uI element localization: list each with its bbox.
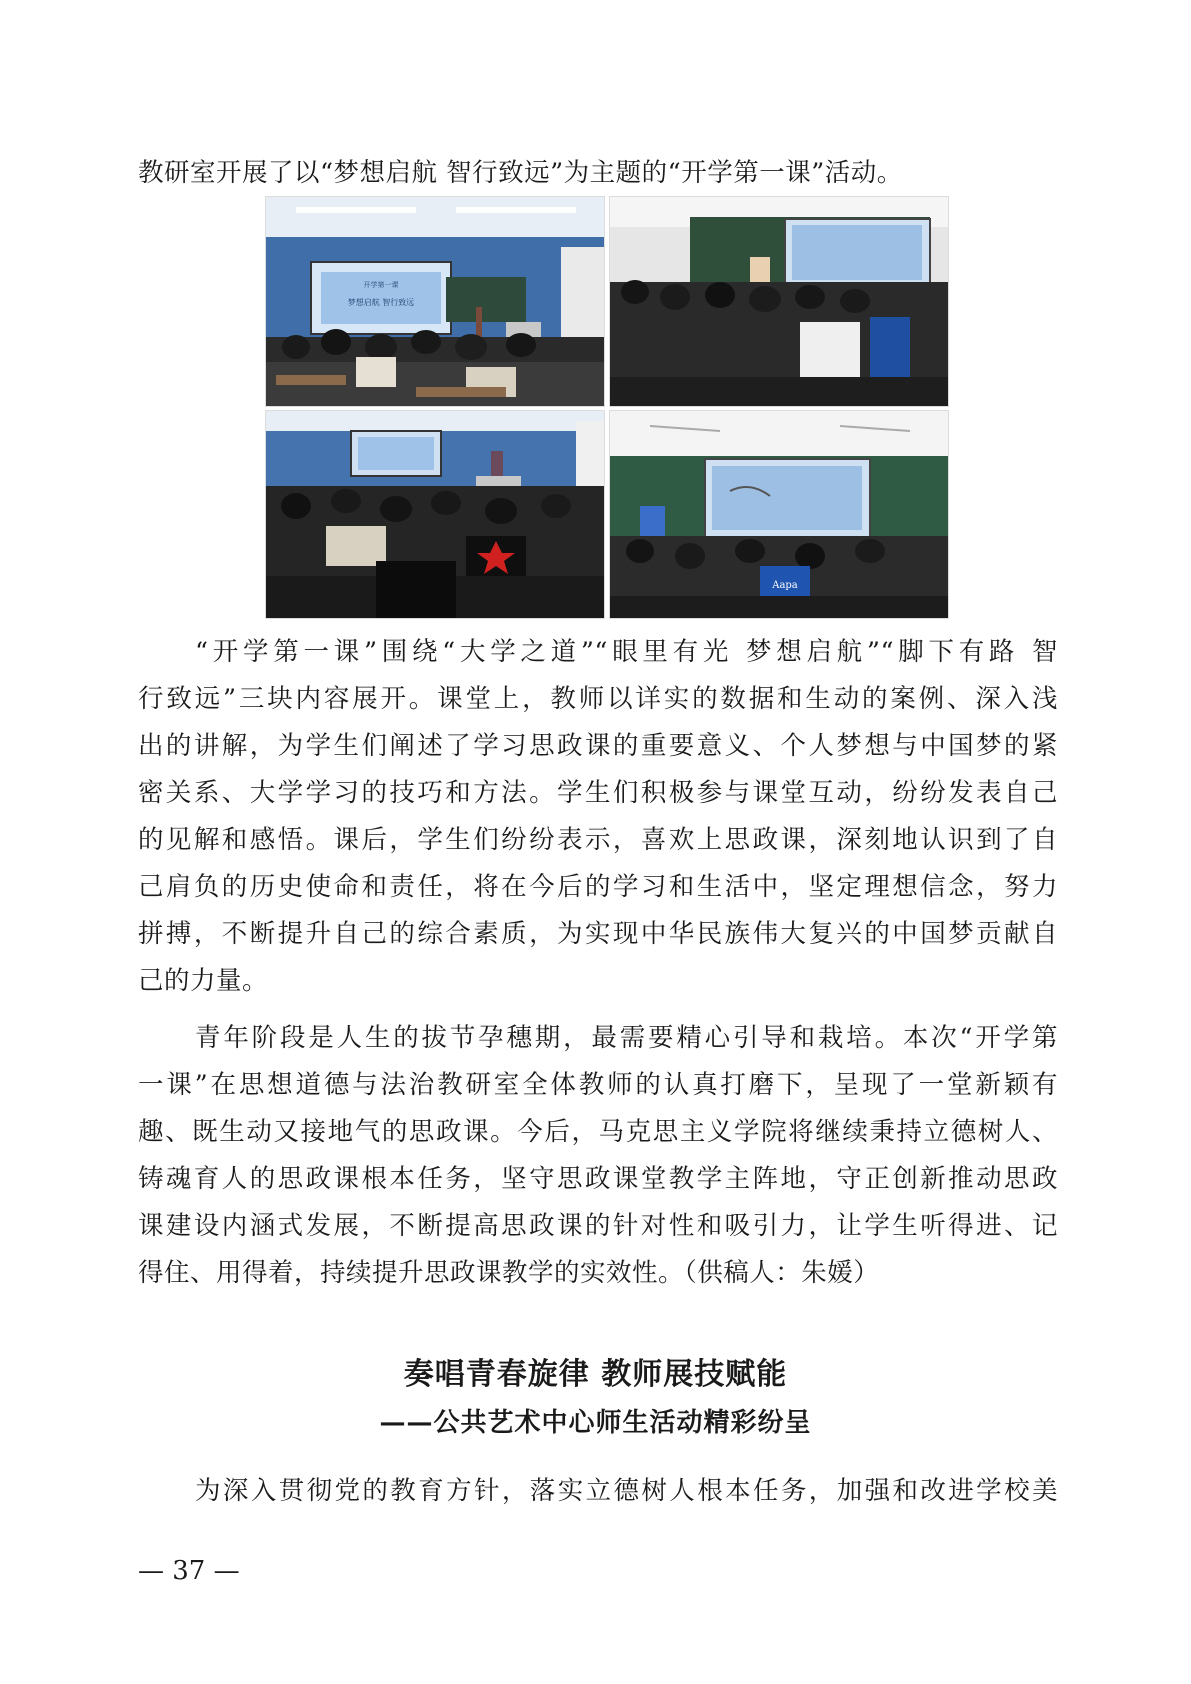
paragraph1-line-4: 密关系、大学学习的技巧和方法。学生们积极参与课堂互动，纷纷发表自己 xyxy=(138,778,1058,808)
classroom-photo-4 xyxy=(609,410,949,619)
paragraph2-line-1: 青年阶段是人生的拔节孕穗期，最需要精心引导和栽培。本次“开学第 xyxy=(195,1023,1058,1053)
section-title: 奏唱青春旋律 教师展技赋能 xyxy=(403,1357,788,1392)
slide-title-text: 开学第一课 xyxy=(363,281,399,289)
classroom-photo-3 xyxy=(265,410,605,619)
page-number: — 37 — xyxy=(138,1556,240,1586)
paragraph2-line-5: 课建设内涵式发展，不断提高思政课的针对性和吸引力，让学生听得进、记 xyxy=(138,1211,1058,1241)
photo-collage xyxy=(265,196,948,617)
classroom-photo-2 xyxy=(609,196,949,407)
shirt-text: Aapa xyxy=(772,580,798,591)
intro-line: 教研室开展了以“梦想启航 智行致远”为主题的“开学第一课”活动。 xyxy=(138,158,903,188)
paragraph1-line-7: 拼搏，不断提升自己的综合素质，为实现中华民族伟大复兴的中国梦贡献自 xyxy=(138,919,1058,949)
paragraph1-line-3: 出的讲解，为学生们阐述了学习思政课的重要意义、个人梦想与中国梦的紧 xyxy=(138,731,1058,761)
paragraph2-line-4: 铸魂育人的思政课根本任务，坚守思政课堂教学主阵地，守正创新推动思政 xyxy=(138,1164,1058,1194)
paragraph1-line-5: 的见解和感悟。课后，学生们纷纷表示，喜欢上思政课，深刻地认识到了自 xyxy=(138,825,1058,855)
paragraph2-line-6: 得住、用得着，持续提升思政课教学的实效性。（供稿人：朱媛） xyxy=(138,1258,880,1288)
paragraph1-line-8: 己的力量。 xyxy=(138,966,269,996)
section-subtitle: ——公共艺术中心师生活动精彩纷呈 xyxy=(379,1408,812,1438)
classroom-photo-1 xyxy=(265,196,605,407)
paragraph3-line-1: 为深入贯彻党的教育方针，落实立德树人根本任务，加强和改进学校美 xyxy=(195,1476,1058,1506)
paragraph1-line-2: 行致远”三块内容展开。课堂上，教师以详实的数据和生动的案例、深入浅 xyxy=(138,684,1058,714)
slide-subtitle-text: 梦想启航 智行致远 xyxy=(347,298,415,307)
paragraph1-line-1: “开学第一课”围绕“大学之道”“眼里有光 梦想启航”“脚下有路 智 xyxy=(195,637,1058,667)
paragraph2-line-2: 一课”在思想道德与法治教研室全体教师的认真打磨下，呈现了一堂新颖有 xyxy=(138,1070,1058,1100)
paragraph2-line-3: 趣、既生动又接地气的思政课。今后，马克思主义学院将继续秉持立德树人、 xyxy=(138,1117,1058,1147)
paragraph1-line-6: 己肩负的历史使命和责任，将在今后的学习和生活中，坚定理想信念，努力 xyxy=(138,872,1058,902)
